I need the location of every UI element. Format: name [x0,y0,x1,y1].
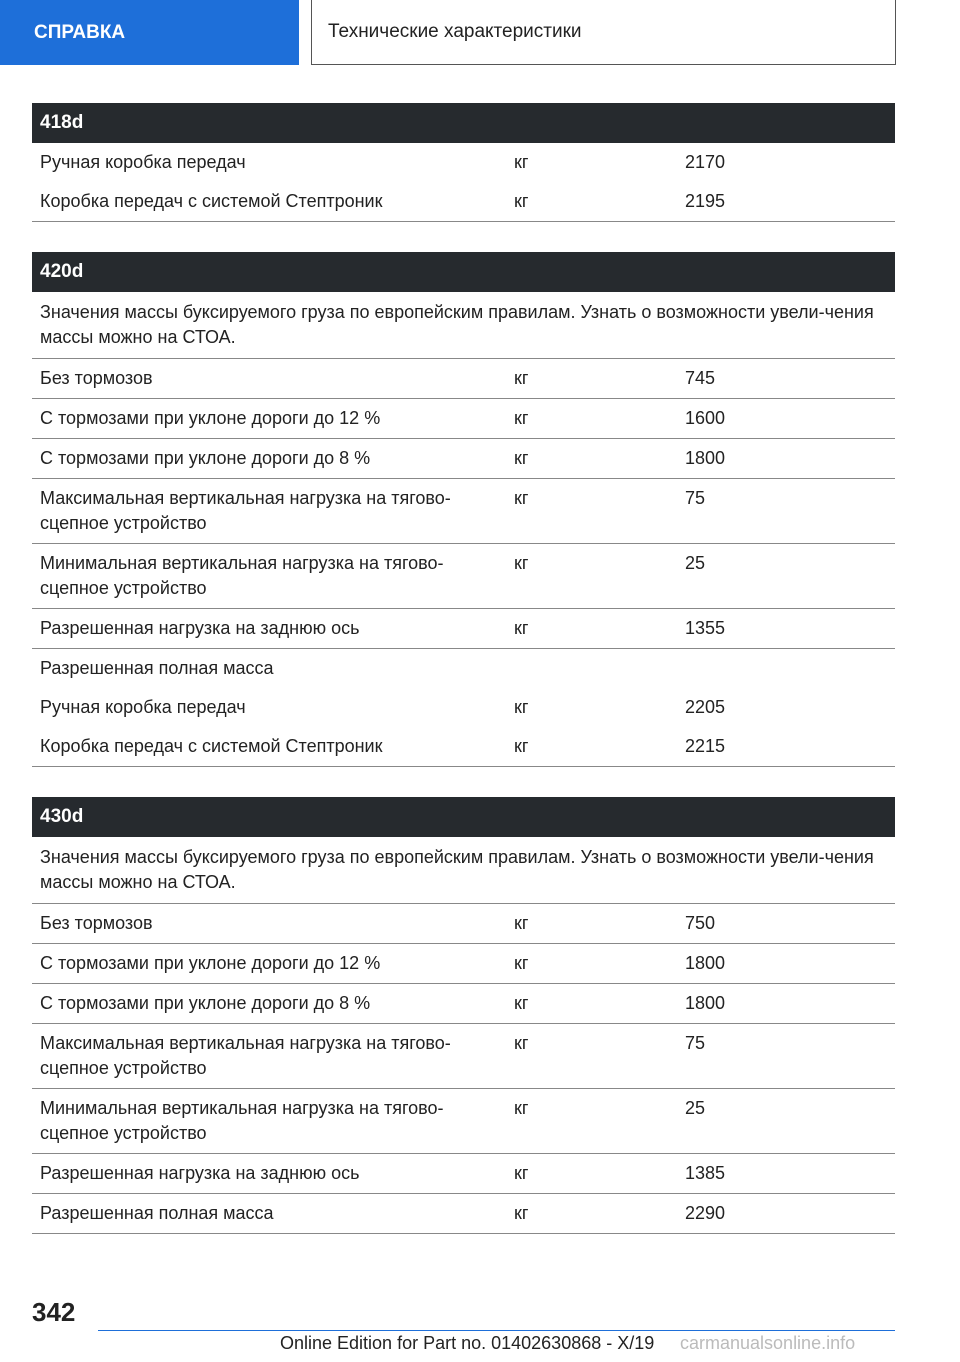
row-label: Разрешенная полная масса [40,658,274,678]
row-value: 75 [685,488,706,508]
row-value: 750 [685,913,716,933]
row-value: 2195 [685,191,726,211]
footer-divider [98,1330,895,1331]
table-row [32,944,895,984]
row-unit: кг [514,1163,529,1183]
row-unit: кг [514,448,529,468]
row-value: 1600 [685,408,726,428]
row-unit: кг [514,953,529,973]
row-label: Максимальная вертикальная нагрузка на тягово-сцепное устройство [40,488,451,533]
section-note: Значения массы буксируемого груза по европейским правилам. Узнать о возможности увели-чения массы можно на СТОА. [32,837,895,904]
row-value: 25 [685,1098,706,1118]
table-row [32,1024,895,1089]
row-unit: кг [514,408,529,428]
row-unit: кг [514,368,529,388]
table-row [32,399,895,439]
row-label: Без тормозов [40,368,153,388]
row-label: Разрешенная нагрузка на заднюю ось [40,1163,360,1183]
row-value: 2170 [685,152,726,172]
section-note: Значения массы буксируемого груза по европейским правилам. Узнать о возможности увели-чения массы можно на СТОА. [32,292,895,359]
row-unit: кг [514,488,529,508]
spec-section [32,797,895,1234]
table-row [32,904,895,944]
row-label: Коробка передач с системой Стептроник [40,191,383,211]
row-label: С тормозами при уклоне дороги до 12 % [40,408,381,428]
spec-section [32,252,895,767]
row-label: С тормозами при уклоне дороги до 8 % [40,448,371,468]
table-row [32,1154,895,1194]
row-value: 1800 [685,993,726,1013]
row-label: Максимальная вертикальная нагрузка на тягово-сцепное устройство [40,1033,451,1078]
section-tab [0,0,299,65]
row-unit: кг [514,191,529,211]
row-value [677,649,895,688]
row-value: 1355 [685,618,726,638]
row-unit: кг [514,736,529,756]
row-label: Разрешенная нагрузка на заднюю ось [40,618,360,638]
table-row [32,609,895,649]
row-unit: кг [514,1098,529,1118]
row-label: Ручная коробка передач [40,152,246,172]
table-row [32,439,895,479]
chapter-title-box [311,0,896,65]
table-row [32,1194,895,1234]
section-heading: 430d [32,797,895,837]
section-heading: 418d [32,103,895,143]
row-label: Коробка передач с системой Стептроник [40,736,383,756]
row-label: Минимальная вертикальная нагрузка на тягово-сцепное устройство [40,1098,444,1143]
row-value: 1800 [685,448,726,468]
row-value: 1800 [685,953,726,973]
row-label: С тормозами при уклоне дороги до 8 % [40,993,371,1013]
section-label: СПРАВКА [34,21,126,43]
row-unit [506,649,677,688]
table-row [32,688,895,727]
row-unit: кг [514,993,529,1013]
row-value: 1385 [685,1163,726,1183]
chapter-title: Технические характеристики [328,21,582,42]
table-row [32,359,895,399]
row-unit: кг [514,1033,529,1053]
row-label: С тормозами при уклоне дороги до 12 % [40,953,381,973]
row-value: 75 [685,1033,706,1053]
row-unit: кг [514,553,529,573]
table-row [32,984,895,1024]
table-row [32,182,895,222]
row-value: 25 [685,553,706,573]
section-heading: 420d [32,252,895,292]
row-unit: кг [514,152,529,172]
row-label: Ручная коробка передач [40,697,246,717]
spec-tables [32,103,895,1264]
watermark: carmanualsonline.info [680,1333,856,1353]
row-value: 2215 [685,736,726,756]
table-row [32,544,895,609]
table-row [32,479,895,544]
page-number: 342 [32,1297,76,1327]
row-unit: кг [514,618,529,638]
row-unit: кг [514,1203,529,1223]
row-label: Минимальная вертикальная нагрузка на тягово-сцепное устройство [40,553,444,598]
spec-section [32,103,895,222]
row-label: Без тормозов [40,913,153,933]
table-row [32,727,895,767]
row-label: Разрешенная полная масса [40,1203,274,1223]
table-row [32,649,895,688]
row-unit: кг [514,913,529,933]
row-unit: кг [514,697,529,717]
row-value: 2290 [685,1203,726,1223]
row-value: 745 [685,368,716,388]
table-row [32,1089,895,1154]
row-value: 2205 [685,697,726,717]
table-row [32,143,895,182]
edition-text: Online Edition for Part no. 01402630868 - X/19 [280,1333,655,1353]
